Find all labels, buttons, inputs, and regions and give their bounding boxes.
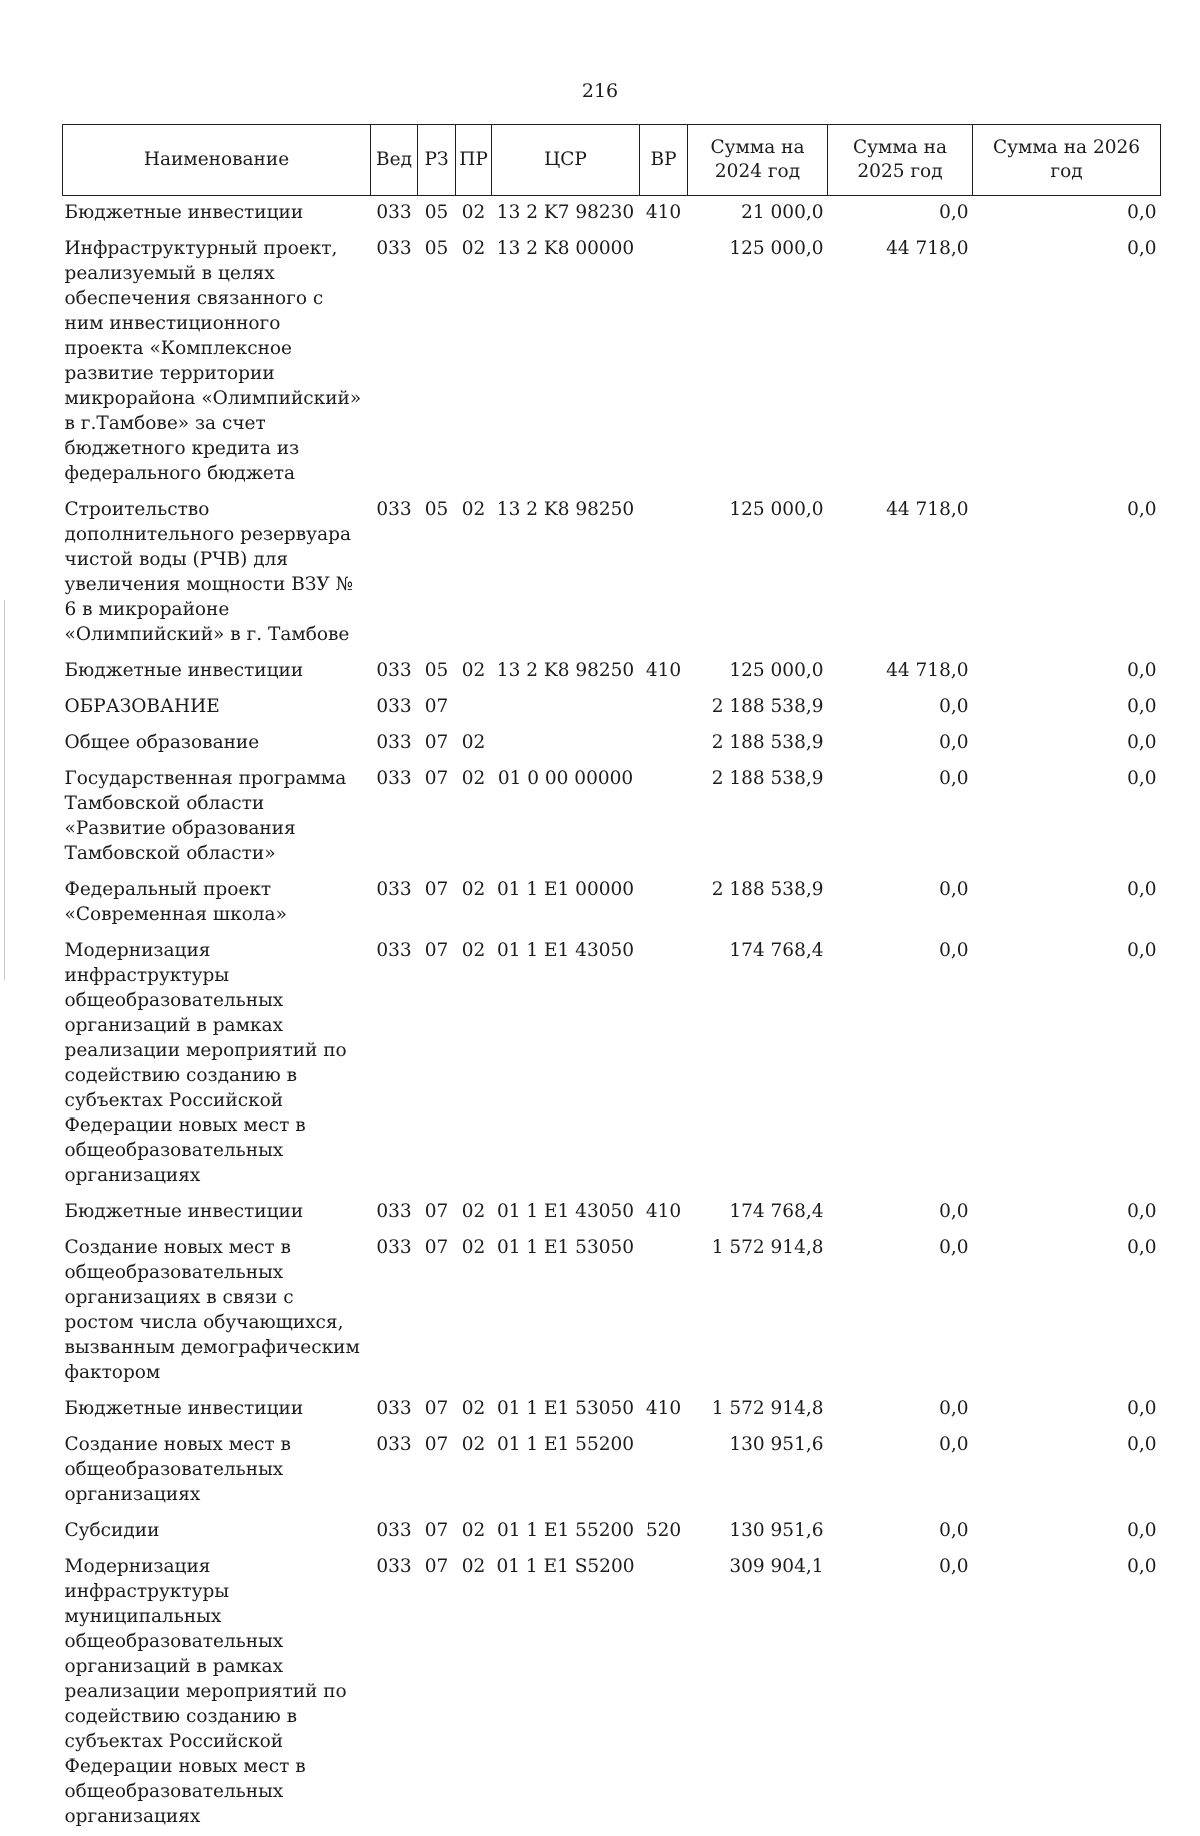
table-row [63,934,1161,1195]
cell-sum-2024: 2 188 538,9 [688,690,828,726]
cell-vr: 410 [640,1392,688,1428]
cell-sum-2024: 174 768,4 [688,934,828,1195]
cell-ved: 033 [371,934,418,1195]
cell-rz: 05 [418,654,456,690]
cell-sum-2025: 0,0 [828,196,973,233]
table-row [63,1514,1161,1550]
cell-rz: 07 [418,1550,456,1836]
cell-ved: 033 [371,873,418,934]
cell-ved: 033 [371,690,418,726]
cell-csr: 01 1 E1 53050 [492,1392,640,1428]
cell-csr [492,690,640,726]
cell-csr: 01 1 E1 53050 [492,1231,640,1392]
cell-pr: 02 [456,196,492,233]
cell-sum-2025: 0,0 [828,1392,973,1428]
cell-sum-2024: 2 188 538,9 [688,726,828,762]
cell-csr: 01 1 E1 55200 [492,1428,640,1514]
cell-sum-2025: 0,0 [828,1195,973,1231]
cell-sum-2026: 0,0 [973,726,1161,762]
table-row [63,1195,1161,1231]
cell-sum-2024: 309 904,1 [688,1550,828,1836]
cell-csr: 13 2 K7 98230 [492,196,640,233]
table-row [63,762,1161,873]
cell-csr: 01 1 E1 43050 [492,934,640,1195]
table-row [63,1392,1161,1428]
cell-sum-2025: 0,0 [828,873,973,934]
cell-pr: 02 [456,1231,492,1392]
cell-csr: 01 0 00 00000 [492,762,640,873]
cell-pr: 02 [456,1195,492,1231]
cell-name: Строительство дополнительного резервуара чистой воды (РЧВ) для увеличения мощности ВЗУ № 6 в микрорайоне «Олимпийский» в г. Тамбове [63,493,371,654]
cell-rz: 07 [418,1231,456,1392]
header-vr: ВР [640,125,688,196]
cell-sum-2024: 130 951,6 [688,1428,828,1514]
cell-ved: 033 [371,1231,418,1392]
cell-sum-2025: 0,0 [828,1428,973,1514]
cell-vr [640,493,688,654]
cell-sum-2026: 0,0 [973,232,1161,493]
cell-pr: 02 [456,1392,492,1428]
cell-csr: 01 1 E1 43050 [492,1195,640,1231]
cell-ved: 033 [371,1428,418,1514]
cell-rz: 07 [418,762,456,873]
cell-name: Создание новых мест в общеобразовательных организациях [63,1428,371,1514]
cell-sum-2026: 0,0 [973,493,1161,654]
cell-pr: 02 [456,726,492,762]
cell-name: Модернизация инфраструктуры общеобразовательных организаций в рамках реализации мероприятий по содействию созданию в субъектах Российской Федерации новых мест в общеобразовательных организациях [63,934,371,1195]
cell-rz: 05 [418,493,456,654]
cell-csr: 01 1 E1 00000 [492,873,640,934]
cell-name: ОБРАЗОВАНИЕ [63,690,371,726]
cell-ved: 033 [371,196,418,233]
cell-ved: 033 [371,726,418,762]
cell-rz: 07 [418,690,456,726]
cell-vr [640,1428,688,1514]
cell-pr: 02 [456,232,492,493]
cell-sum-2025: 44 718,0 [828,654,973,690]
header-sum-2025: Сумма на 2025 год [828,125,973,196]
cell-csr [492,726,640,762]
table-row [63,873,1161,934]
cell-sum-2025: 44 718,0 [828,493,973,654]
cell-pr: 02 [456,1550,492,1836]
cell-sum-2026: 0,0 [973,1231,1161,1392]
cell-vr [640,1231,688,1392]
header-ved: Вед [371,125,418,196]
cell-rz: 07 [418,1195,456,1231]
cell-vr [640,762,688,873]
cell-sum-2026: 0,0 [973,1392,1161,1428]
cell-sum-2024: 125 000,0 [688,654,828,690]
cell-rz: 05 [418,196,456,233]
cell-sum-2026: 0,0 [973,1195,1161,1231]
cell-sum-2026: 0,0 [973,196,1161,233]
scan-edge-mark [4,600,5,980]
cell-name: Бюджетные инвестиции [63,196,371,233]
cell-sum-2025: 0,0 [828,762,973,873]
table-row [63,1550,1161,1836]
cell-rz: 07 [418,1428,456,1514]
cell-sum-2024: 174 768,4 [688,1195,828,1231]
table-row [63,232,1161,493]
cell-vr [640,690,688,726]
cell-pr: 02 [456,493,492,654]
cell-name: Государственная программа Тамбовской области «Развитие образования Тамбовской области» [63,762,371,873]
header-sum-2024: Сумма на 2024 год [688,125,828,196]
cell-ved: 033 [371,762,418,873]
cell-name: Модернизация инфраструктуры муниципальных общеобразовательных организаций в рамках реализации мероприятий по содействию созданию в субъектах Российской Федерации новых мест в общеобразовательных организациях [63,1550,371,1836]
cell-sum-2025: 0,0 [828,726,973,762]
cell-name: Инфраструктурный проект, реализуемый в целях обеспечения связанного с ним инвестиционного проекта «Комплексное развитие территории микрорайона «Олимпийский» в г.Тамбове» за счет бюджетного кредита из федерального бюджета [63,232,371,493]
cell-name: Бюджетные инвестиции [63,654,371,690]
cell-vr [640,1550,688,1836]
cell-name: Субсидии [63,1514,371,1550]
cell-ved: 033 [371,1514,418,1550]
cell-vr: 410 [640,654,688,690]
cell-vr [640,726,688,762]
table-row [63,1428,1161,1514]
cell-sum-2024: 130 951,6 [688,1514,828,1550]
cell-sum-2024: 21 000,0 [688,196,828,233]
cell-sum-2026: 0,0 [973,762,1161,873]
cell-sum-2026: 0,0 [973,934,1161,1195]
cell-sum-2025: 0,0 [828,1231,973,1392]
cell-rz: 07 [418,934,456,1195]
cell-csr: 13 2 K8 98250 [492,654,640,690]
cell-sum-2026: 0,0 [973,1550,1161,1836]
table-body [63,196,1161,1836]
cell-ved: 033 [371,654,418,690]
cell-name: Общее образование [63,726,371,762]
cell-name: Бюджетные инвестиции [63,1392,371,1428]
cell-sum-2025: 0,0 [828,934,973,1195]
cell-vr: 410 [640,1195,688,1231]
cell-vr: 520 [640,1514,688,1550]
cell-ved: 033 [371,493,418,654]
cell-vr [640,934,688,1195]
cell-sum-2024: 2 188 538,9 [688,873,828,934]
cell-pr: 02 [456,762,492,873]
header-csr: ЦСР [492,125,640,196]
cell-csr: 13 2 K8 98250 [492,493,640,654]
cell-sum-2026: 0,0 [973,1428,1161,1514]
cell-csr: 01 1 E1 55200 [492,1514,640,1550]
cell-sum-2024: 125 000,0 [688,493,828,654]
cell-sum-2024: 2 188 538,9 [688,762,828,873]
cell-sum-2024: 1 572 914,8 [688,1392,828,1428]
cell-vr [640,232,688,493]
cell-name: Бюджетные инвестиции [63,1195,371,1231]
cell-ved: 033 [371,1550,418,1836]
cell-vr [640,873,688,934]
cell-ved: 033 [371,1392,418,1428]
table-row [63,1231,1161,1392]
header-name: Наименование [63,125,371,196]
cell-pr: 02 [456,654,492,690]
cell-name: Создание новых мест в общеобразовательных организациях в связи с ростом числа обучающихся, вызванным демографическим фактором [63,1231,371,1392]
cell-rz: 07 [418,726,456,762]
cell-sum-2026: 0,0 [973,654,1161,690]
cell-ved: 033 [371,232,418,493]
cell-sum-2025: 0,0 [828,1550,973,1836]
cell-pr [456,690,492,726]
cell-pr: 02 [456,1514,492,1550]
cell-pr: 02 [456,934,492,1195]
cell-sum-2024: 125 000,0 [688,232,828,493]
cell-pr: 02 [456,1428,492,1514]
cell-pr: 02 [456,873,492,934]
cell-sum-2025: 0,0 [828,1514,973,1550]
header-pr: ПР [456,125,492,196]
page-number: 216 [0,80,1200,102]
header-sum-2026: Сумма на 2026 год [973,125,1161,196]
budget-table [62,124,1161,1836]
table-row [63,196,1161,233]
cell-sum-2026: 0,0 [973,690,1161,726]
cell-sum-2024: 1 572 914,8 [688,1231,828,1392]
cell-rz: 07 [418,1514,456,1550]
cell-vr: 410 [640,196,688,233]
table-row [63,493,1161,654]
cell-sum-2025: 0,0 [828,690,973,726]
table-row [63,726,1161,762]
cell-ved: 033 [371,1195,418,1231]
cell-rz: 05 [418,232,456,493]
table-header-row [63,125,1161,196]
cell-rz: 07 [418,873,456,934]
cell-csr: 01 1 E1 S5200 [492,1550,640,1836]
cell-name: Федеральный проект «Современная школа» [63,873,371,934]
table-row [63,690,1161,726]
cell-sum-2026: 0,0 [973,873,1161,934]
cell-csr: 13 2 K8 00000 [492,232,640,493]
header-rz: РЗ [418,125,456,196]
table-row [63,654,1161,690]
cell-sum-2025: 44 718,0 [828,232,973,493]
cell-sum-2026: 0,0 [973,1514,1161,1550]
cell-rz: 07 [418,1392,456,1428]
